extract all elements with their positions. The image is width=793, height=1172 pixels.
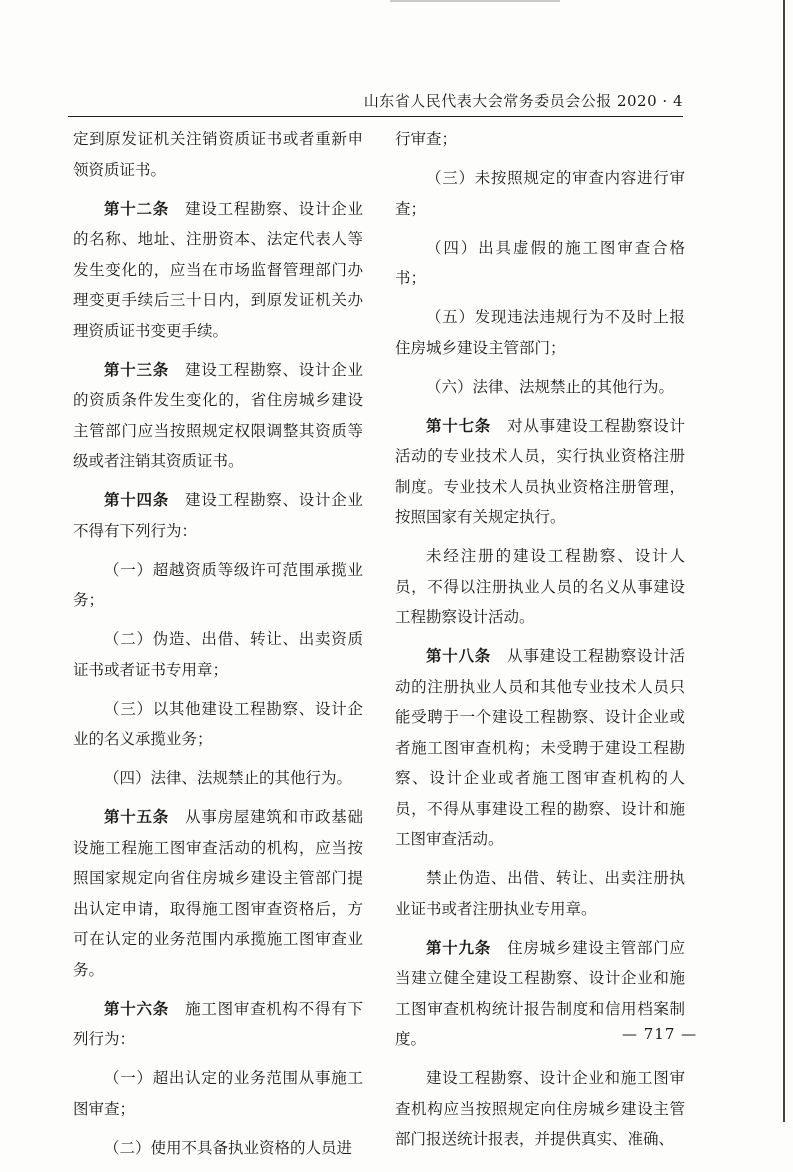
article-paragraph: 第十八条 从事建设工程勘察设计活动的注册执业人员和其他专业技术人员只能受聘于一个建设工程勘察、设计企业或者施工图审查机构；未受聘于建设工程勘察、设计企业或者施工图审查机构的人员，不得从事建设工程的勘察、设计和施工图审查活动。 [395,646,685,848]
list-item: （一）超出认定的业务范围从事施工图审查； [73,1069,363,1118]
article-number: 第十七条 [426,415,491,435]
paragraph: 未经注册的建设工程勘察、设计人员，不得以注册执业人员的名义从事建设工程勘察设计活动。 [395,547,685,626]
article-number: 第十四条 [104,490,169,509]
list-item: （二）使用不具备执业资格的人员进 [104,1138,353,1157]
article-paragraph: 第十九条 住房城乡建设主管部门应当建立健全建设工程勘察、设计企业和施工图审查机构统计报告制度和信用档案制度。 [395,937,685,1048]
article-paragraph: 第十三条 建设工程勘察、设计企业的资质条件发生变化的，省住房城乡建设主管部门应当按照规定权限调整其资质等级或者注销其资质证书。 [73,359,363,470]
article-number: 第十三条 [104,359,169,379]
paragraph: 禁止伪造、出借、转让、出卖注册执业证书或者注册执业专用章。 [395,869,685,918]
article-number: 第十六条 [104,998,169,1018]
paragraph: 行审查； [395,130,458,148]
article-paragraph: 第十六条 施工图审查机构不得有下列行为： [73,998,363,1048]
paragraph: 定到原发证机关注销资质证书或者重新申领资质证书。 [73,130,363,179]
article-number: 第十八条 [426,646,491,665]
page-header [68,84,683,117]
list-item: （三）以其他建设工程勘察、设计企业的名义承揽业务； [73,699,363,748]
list-item: （一）超越资质等级许可范围承揽业务； [73,560,363,609]
left-column [73,124,363,1172]
article-number: 第十五条 [104,807,169,826]
article-paragraph: 第十七条 对从事建设工程勘察设计活动的专业技术人员，实行执业资格注册制度。专业技术人员执业资格注册管理，按照国家有关规定执行。 [395,415,685,526]
list-item: （六）法律、法规禁止的其他行为。 [426,377,675,396]
list-item: （四）法律、法规禁止的其他行为。 [104,769,353,787]
article-paragraph: 第十五条 从事房屋建筑和市政基础设施工程施工图审查活动的机构，应当按照国家规定向省住房城乡建设主管部门提出认定申请，取得施工图审查资格后，方可在认定的业务范围内承揽施工图审查业务。 [73,807,363,979]
list-item: （三）未按照规定的审查内容进行审查； [395,169,685,218]
article-paragraph: 第十四条 建设工程勘察、设计企业不得有下列行为： [73,490,363,540]
list-item: （二）伪造、出借、转让、出卖资质证书或者证书专用章； [73,630,363,679]
article-number: 第十九条 [426,937,491,957]
right-column [395,124,685,1163]
scan-artifact-top [390,0,560,6]
article-number: 第十二条 [104,198,169,218]
paragraph: 建设工程勘察、设计企业和施工图审查机构应当按照规定向住房城乡建设主管部门报送统计报表，并提供真实、准确、 [395,1069,685,1148]
article-paragraph: 第十二条 建设工程勘察、设计企业的名称、地址、注册资本、法定代表人等发生变化的，应当在市场监督管理部门办理变更手续后三十日内，到原发证机关办理资质证书变更手续。 [73,198,363,340]
list-item: （四）出具虚假的施工图审查合格书； [395,238,685,287]
journal-title: 山东省人民代表大会常务委员会公报 2020 · 4 [363,92,683,110]
page-edge-line [783,0,785,1122]
list-item: （五）发现违法违规行为不及时上报住房城乡建设主管部门； [395,308,685,357]
page-number: — 717 — [622,1025,698,1043]
